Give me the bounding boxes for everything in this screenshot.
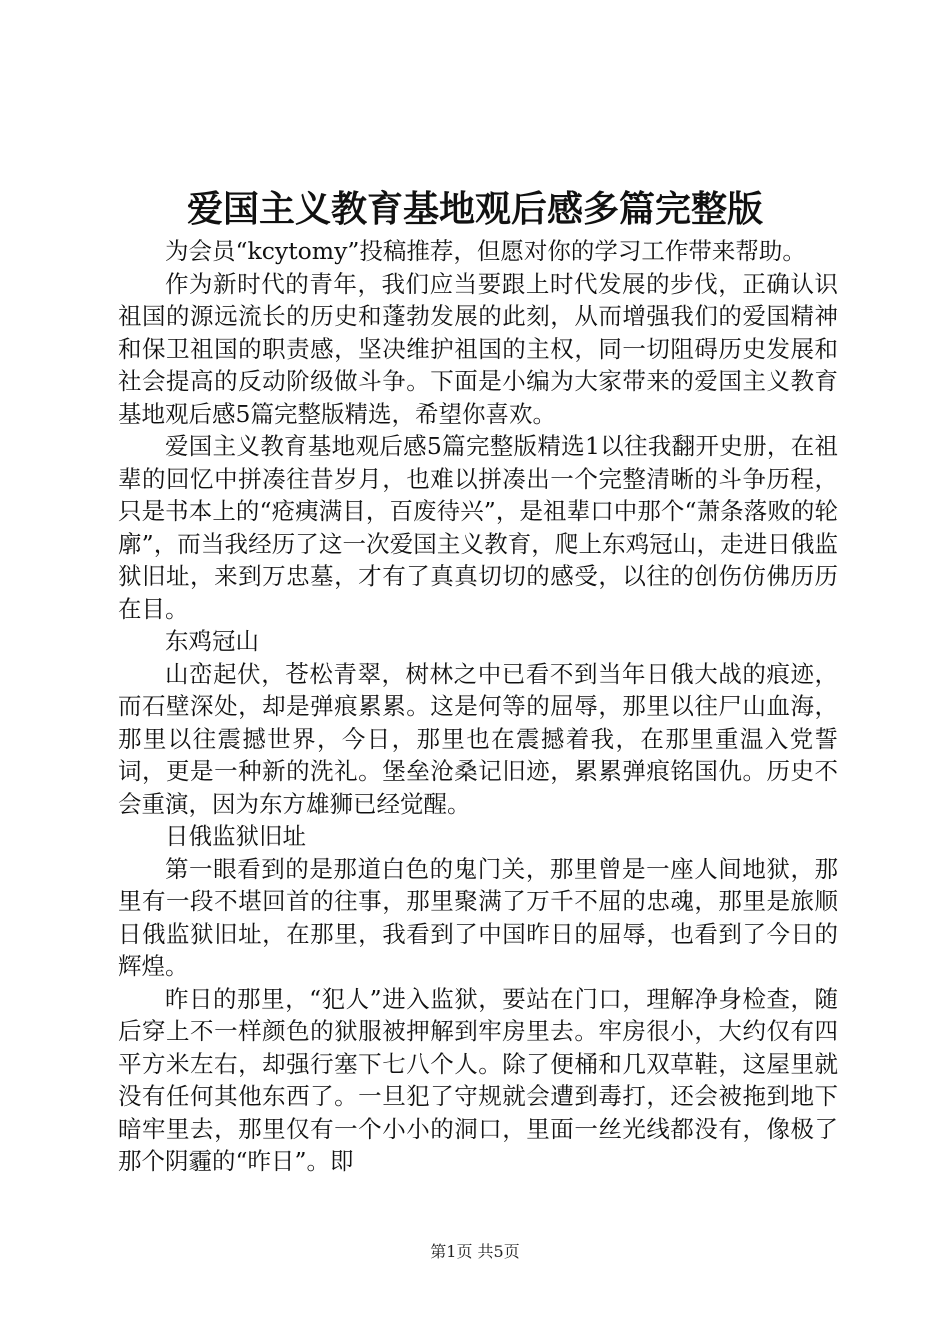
section-heading-prison: 日俄监狱旧址 — [165, 822, 306, 850]
paragraph-prison-1: 第一眼看到的是那道白色的鬼门关，那里曾是一座人间地狱，那里有一段不堪回首的往事，那里聚满了万千不屈的忠魂，那里是旅顺日俄监狱旧址，在那里，我看到了中国昨日的屈辱，也看到了今日的辉煌。 — [118, 854, 838, 980]
paragraph-prison-2: 昨日的那里，“犯人”进入监狱，要站在门口，理解净身检查，随后穿上不一样颜色的狱服被押解到牢房里去。牢房很小，大约仅有四平方米左右，却强行塞下七八个人。除了便桶和几双草鞋，这屋里就没有任何其他东西了。一旦犯了守规就会遭到毒打，还会被拖到地下暗牢里去，那里仅有一个小小的洞口，里面一丝光线都没有，像极了那个阴霾的“昨日”。即 — [118, 984, 838, 1175]
document-title: 爱国主义教育基地观后感多篇完整版 — [186, 188, 763, 230]
section-heading-dongjiguanshan: 东鸡冠山 — [165, 627, 259, 655]
page-footer: 第1页 共5页 — [430, 1242, 520, 1261]
paragraph-essay-1: 爱国主义教育基地观后感5篇完整版精选1以往我翻开史册，在祖辈的回忆中拼凑往昔岁月，也难以拼凑出一个完整清晰的斗争历程，只是书本上的“疮痍满目，百废待兴”，是祖辈口中那个“萧条落败的轮廓”，而当我经历了这一次爱国主义教育，爬上东鸡冠山，走进日俄监狱旧址，来到万忠墓，才有了真真切切的感受，以往的创伤仿佛历历在目。 — [118, 432, 838, 623]
paragraph-dongjiguanshan: 山峦起伏，苍松青翠，树林之中已看不到当年日俄大战的痕迹，而石壁深处，却是弹痕累累。这是何等的屈辱，那里以往尸山血海，那里以往震撼世界，今日，那里也在震撼着我，在那里重温入党誓词，更是一种新的洗礼。堡垒沧桑记旧迹，累累弹痕铭国仇。历史不会重演，因为东方雄狮已经觉醒。 — [118, 659, 838, 818]
document-body — [118, 235, 838, 1178]
paragraph-preface: 作为新时代的青年，我们应当要跟上时代发展的步伐，正确认识祖国的源远流长的历史和蓬勃发展的此刻，从而增强我们的爱国精神和保卫祖国的职责感，坚决维护祖国的主权，同一切阻碍历史发展和社会提高的反动阶级做斗争。下面是小编为大家带来的爱国主义教育基地观后感5篇完整版精选，希望你喜欢。 — [118, 269, 838, 428]
paragraph-intro: 为会员“kcytomy”投稿推荐，但愿对你的学习工作带来帮助。 — [165, 237, 806, 265]
